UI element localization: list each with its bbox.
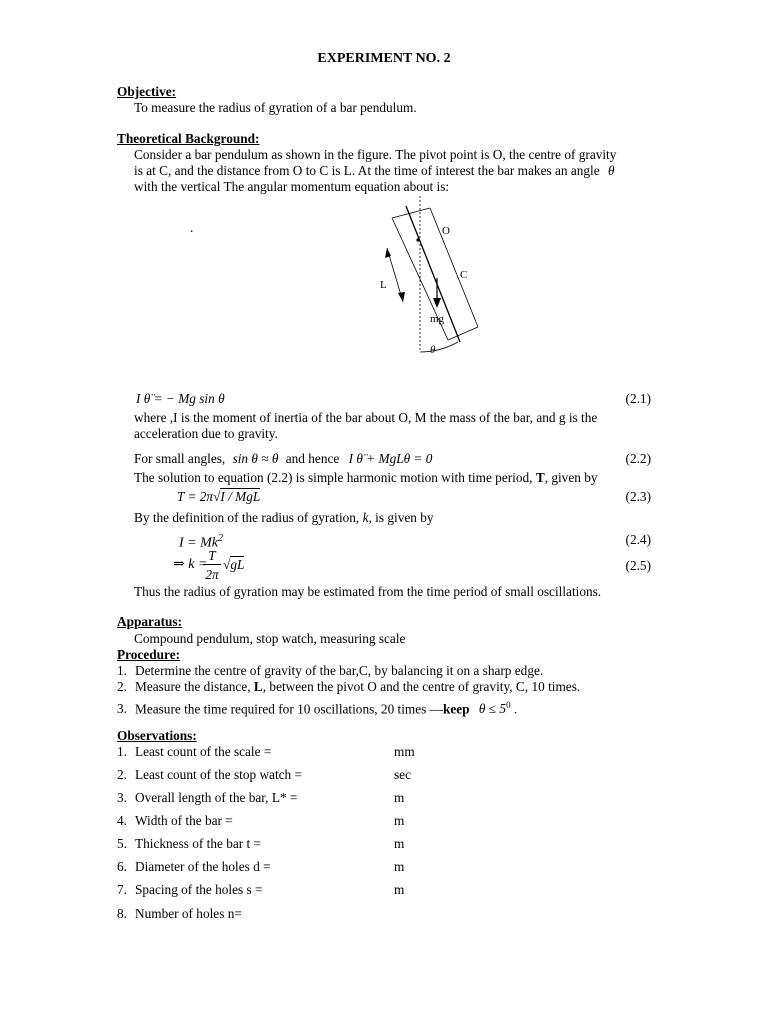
procedure-item-2-pre: Measure the distance,	[135, 679, 254, 694]
observation-label: Least count of the scale =	[135, 744, 272, 759]
observation-number: 7.	[117, 882, 127, 897]
solution-post: , given by	[544, 470, 598, 485]
theta-arc	[420, 342, 458, 352]
keep-expression: θ ≤ 5	[478, 701, 507, 717]
procedure-item-2-bold: L	[253, 679, 263, 694]
sqrt-sign-2: √	[223, 557, 231, 572]
thus-line: Thus the radius of gyration may be estimated from the time period of small oscillations.	[134, 584, 602, 599]
procedure-item-2-number: 2.	[117, 679, 127, 694]
equation-2-4-exponent: 2	[218, 533, 223, 544]
procedure-item-1-number: 1.	[117, 663, 127, 678]
equation-2-3-number: (2.3)	[625, 489, 651, 504]
solution-row	[134, 470, 598, 486]
where-line-1: where ,I is the moment of inertia of the bar about O, M the mass of the bar, and g is the	[134, 410, 598, 425]
equation-2-3-lhs: T = 2π	[177, 489, 214, 504]
equation-2-2-number: (2.2)	[625, 451, 651, 466]
theta-symbol: θ	[607, 163, 615, 178]
pivot-point	[416, 238, 419, 241]
apparatus-heading: Apparatus:	[117, 614, 183, 629]
figure-label-l: L	[380, 279, 387, 291]
observation-unit: m	[394, 813, 405, 828]
procedure-item-2	[117, 679, 580, 695]
theory-heading: Theoretical Background:	[117, 131, 260, 146]
observation-unit: m	[394, 790, 405, 805]
keep-end: .	[513, 701, 518, 717]
observation-row	[117, 767, 302, 783]
mg-arrow-head	[433, 298, 441, 308]
small-angles-mid: and hence	[285, 451, 340, 466]
definition-row	[134, 510, 434, 526]
figure-label-o: O	[442, 225, 450, 237]
observation-label: Thickness of the bar t =	[135, 836, 262, 851]
observation-unit: m	[394, 836, 405, 851]
observation-row	[117, 790, 297, 806]
observation-row	[117, 906, 242, 922]
procedure-item-3-bold: keep	[442, 701, 470, 717]
bar-right-edge	[430, 208, 478, 327]
observation-number: 1.	[117, 744, 127, 759]
observation-label: Number of holes n=	[135, 906, 242, 921]
observation-label: Diameter of the holes d =	[135, 859, 271, 874]
l-arrow-bottom	[398, 292, 405, 302]
observation-label: Overall length of the bar, L* =	[135, 790, 298, 805]
definition-pre: By the definition of the radius of gyration,	[134, 510, 360, 525]
figure-label-mg: mg	[430, 313, 445, 325]
theory-line-2: is at C, and the distance from O to C is L. At the time of interest the bar makes an angle	[134, 163, 600, 178]
objective-heading: Objective:	[117, 84, 177, 99]
page-title: EXPERIMENT NO. 2	[317, 51, 451, 66]
observation-unit: mm	[394, 744, 415, 759]
equation-2-1: I θ̈ = − Mg sin θ	[136, 391, 225, 406]
definition-k: k,	[362, 510, 372, 525]
procedure-item-3-pre: Measure the time required for 10 oscillations, 20 times —	[135, 701, 443, 717]
figure-label-theta: θ	[430, 344, 436, 356]
observation-row	[117, 859, 271, 875]
equation-2-2: I θ̈ + MgLθ = 0	[348, 451, 433, 466]
observation-unit: m	[394, 859, 405, 874]
equation-2-3-row	[177, 489, 260, 505]
objective-text: To measure the radius of gyration of a bar pendulum.	[134, 100, 417, 115]
bar-top-edge	[392, 208, 430, 218]
observation-number: 2.	[117, 767, 127, 782]
small-angles-row	[134, 451, 432, 467]
procedure-item-1	[117, 663, 543, 679]
equation-2-3-radicand: I / MgL	[220, 489, 261, 504]
equation-2-4: I = Mk	[179, 535, 218, 551]
observation-row	[117, 744, 271, 760]
solution-bold: T	[535, 470, 545, 485]
observation-number: 4.	[117, 813, 127, 828]
observation-number: 3.	[117, 790, 127, 805]
observation-row	[117, 836, 261, 852]
definition-post: is given by	[375, 510, 434, 525]
observation-row	[117, 813, 233, 829]
keep-exponent: 0	[506, 700, 511, 710]
theory-line-2-row	[134, 163, 615, 179]
observation-number: 8.	[117, 906, 127, 921]
procedure-heading: Procedure:	[117, 647, 181, 662]
observation-label: Least count of the stop watch =	[135, 767, 303, 782]
equation-2-4-number: (2.4)	[625, 532, 651, 547]
observation-label: Spacing of the holes s =	[135, 882, 263, 897]
theory-line-1: Consider a bar pendulum as shown in the figure. The pivot point is O, the centre of gravity	[134, 147, 617, 162]
equation-2-1-number: (2.1)	[625, 391, 651, 406]
l-arrow-top	[385, 248, 391, 258]
observation-number: 6.	[117, 859, 127, 874]
bar-bottom-edge	[448, 327, 478, 340]
procedure-item-3-number: 3.	[117, 701, 127, 717]
equation-2-5-radicand: gL	[230, 557, 245, 572]
figure-label-c: C	[460, 269, 468, 281]
small-angles-approx: sin θ ≈ θ	[232, 451, 279, 466]
procedure-item-3	[117, 697, 517, 717]
where-line-2: acceleration due to gravity.	[134, 426, 278, 441]
theory-line-3: with the vertical The angular momentum equation about is:	[134, 179, 450, 194]
procedure-item-1-text: Determine the centre of gravity of the bar,C, by balancing it on a sharp edge.	[135, 663, 544, 678]
apparatus-text: Compound pendulum, stop watch, measuring scale	[134, 631, 406, 646]
observation-label: Width of the bar =	[135, 813, 233, 828]
sqrt-sign: √	[213, 489, 221, 504]
equation-2-5-root	[223, 557, 244, 573]
observation-row	[117, 882, 263, 898]
observation-unit: sec	[394, 767, 411, 782]
observation-number: 5.	[117, 836, 127, 851]
equation-2-5-number: (2.5)	[625, 558, 651, 573]
procedure-item-2-post: , between the pivot O and the centre of gravity, C, 10 times.	[262, 679, 581, 694]
small-angles-pre: For small angles,	[134, 451, 226, 466]
equation-2-5-numerator: T	[203, 548, 221, 565]
equation-2-5-lhs: ⇒ k =	[173, 557, 208, 572]
observation-unit: m	[394, 882, 405, 897]
solution-pre: The solution to equation (2.2) is simple harmonic motion with time period,	[134, 470, 533, 485]
stray-dot: .	[190, 220, 194, 235]
observations-heading: Observations:	[117, 728, 197, 743]
equation-2-5-denominator: 2π	[205, 567, 219, 582]
